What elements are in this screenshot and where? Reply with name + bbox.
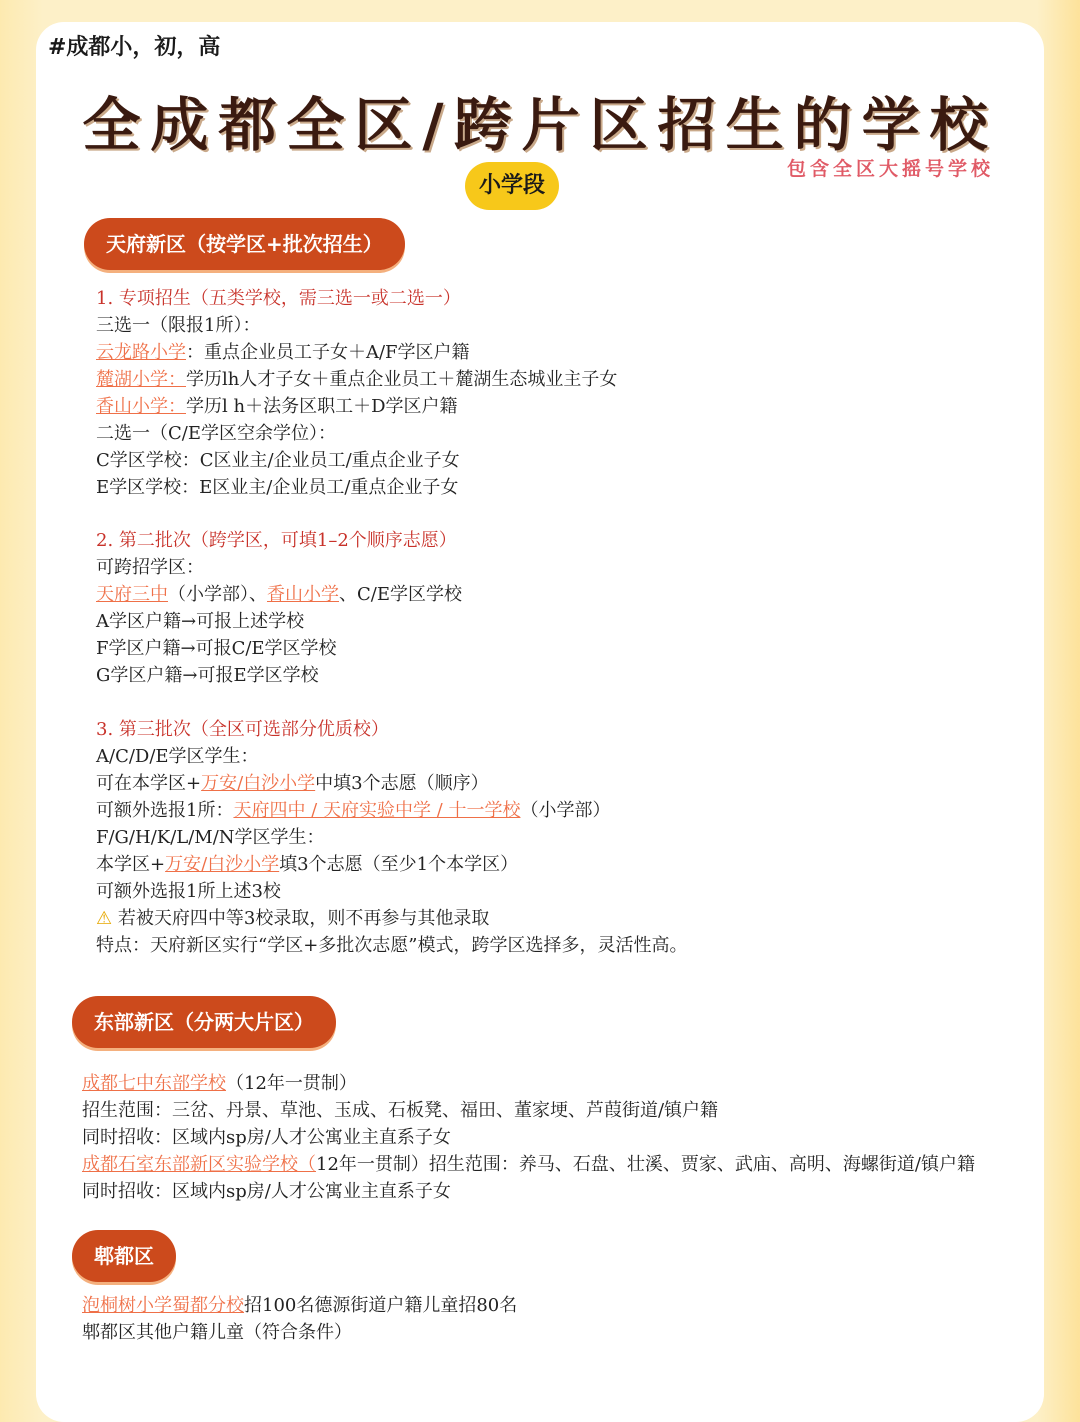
text-line: [96, 905, 687, 932]
text-line: [96, 366, 617, 393]
text-line: 特点：天府新区实行“学区+多批次志愿”模式，跨学区选择多，灵活性高。: [96, 935, 688, 956]
section-pidu-pill: 郫都区: [72, 1230, 176, 1282]
text-span: （小学部）: [520, 800, 611, 821]
text-span: 若被天府四中等3校录取，则不再参与其他录取: [117, 908, 490, 929]
text-line: A/C/D/E学区学生：: [96, 746, 259, 767]
text-line: F/G/H/K/L/M/N学区学生：: [96, 827, 325, 848]
text-line: [96, 339, 617, 366]
school-link[interactable]: 万安/白沙小学: [201, 773, 316, 794]
text-line: 三选一（限报1所）：: [96, 315, 261, 336]
text-line: 可跨招学区：: [96, 557, 204, 578]
text-span: 中填3个志愿（顺序）: [315, 773, 489, 794]
section-tianfu-batch2: [96, 527, 462, 689]
tianfu-s1-title: 1. 专项招生（五类学校，需三选一或二选一）: [96, 288, 461, 309]
school-level-badge: 小学段: [465, 162, 559, 210]
text-line: [96, 581, 462, 608]
text-line: G学区户籍→可报E学区学校: [96, 665, 319, 686]
hashtag: #成都小，初，高: [48, 35, 221, 60]
school-link[interactable]: 成都石室东部新区实验学校（: [82, 1154, 316, 1175]
section-pidu-body: [82, 1292, 517, 1346]
text-span: 学历l h＋法务区职工＋D学区户籍: [186, 396, 458, 417]
text-line: [96, 797, 687, 824]
school-link[interactable]: 万安/白沙小学: [165, 854, 280, 875]
text-span: 填3个志愿（至少1个本学区）: [279, 854, 519, 875]
section-tianfu-pill: 天府新区（按学区+批次招生）: [84, 218, 405, 270]
subtitle-note: 包含全区大摇号学校: [786, 158, 994, 180]
text-line: A学区户籍→可报上述学校: [96, 611, 305, 632]
text-span: 、C/E学区学校: [339, 584, 462, 605]
school-link[interactable]: 天府三中: [96, 584, 168, 605]
section-dongbu-body: [82, 1070, 975, 1205]
text-line: [96, 770, 687, 797]
text-line: 二选一（C/E学区空余学位）：: [96, 423, 336, 444]
section-dongbu-pill: 东部新区（分两大片区）: [72, 996, 336, 1048]
school-link[interactable]: 香山小学：: [96, 396, 186, 417]
text-line: 同时招收：区域内sp房/人才公寓业主直系子女: [82, 1127, 451, 1148]
text-line: [82, 1151, 975, 1178]
page-title: 全成都全区/跨片区招生的学校: [82, 91, 998, 159]
tianfu-s3-title: 3. 第三批次（全区可选部分优质校）: [96, 719, 389, 740]
text-span: 可额外选报1所：: [96, 800, 234, 821]
text-line: [96, 393, 617, 420]
text-line: C学区学校：C区业主/企业员工/重点企业子女: [96, 450, 460, 471]
school-link[interactable]: 香山小学: [267, 584, 339, 605]
text-span: （12年一贯制）: [226, 1073, 357, 1094]
school-link[interactable]: 泡桐树小学蜀都分校: [82, 1295, 244, 1316]
text-line: [96, 851, 687, 878]
text-span: 可在本学区+: [96, 773, 202, 794]
school-link[interactable]: 麓湖小学：: [96, 369, 186, 390]
text-span: 本学区+: [96, 854, 166, 875]
text-line: 招生范围：三岔、丹景、草池、玉成、石板凳、福田、董家埂、芦葭街道/镇户籍: [82, 1100, 719, 1121]
section-tianfu-body: [96, 285, 617, 501]
text-line: 郫都区其他户籍儿童（符合条件）: [82, 1322, 352, 1343]
text-span: 招100名德源街道户籍儿童招80名: [244, 1295, 518, 1316]
text-line: [82, 1292, 517, 1319]
tianfu-s2-title: 2. 第二批次（跨学区，可填1–2个顺序志愿）: [96, 530, 457, 551]
section-tianfu-batch3: [96, 716, 687, 959]
school-link[interactable]: 云龙路小学: [96, 342, 186, 363]
text-line: F学区户籍→可报C/E学区学校: [96, 638, 337, 659]
school-link[interactable]: 成都七中东部学校: [82, 1073, 226, 1094]
text-line: 可额外选报1所上述3校: [96, 881, 281, 902]
warning-icon: ⚠: [96, 908, 113, 929]
text-line: 同时招收：区域内sp房/人才公寓业主直系子女: [82, 1181, 451, 1202]
text-line: [82, 1070, 975, 1097]
school-link[interactable]: 天府四中 / 天府实验中学 / 十一学校: [233, 800, 521, 821]
text-span: 12年一贯制）招生范围：养马、石盘、壮溪、贾家、武庙、高明、海螺街道/镇户籍: [316, 1154, 975, 1175]
text-span: 学历lh人才子女＋重点企业员工＋麓湖生态城业主子女: [186, 369, 618, 390]
text-span: （小学部）、: [168, 584, 267, 605]
text-span: ：重点企业员工子女＋A/F学区户籍: [186, 342, 470, 363]
text-line: E学区学校：E区业主/企业员工/重点企业子女: [96, 477, 459, 498]
